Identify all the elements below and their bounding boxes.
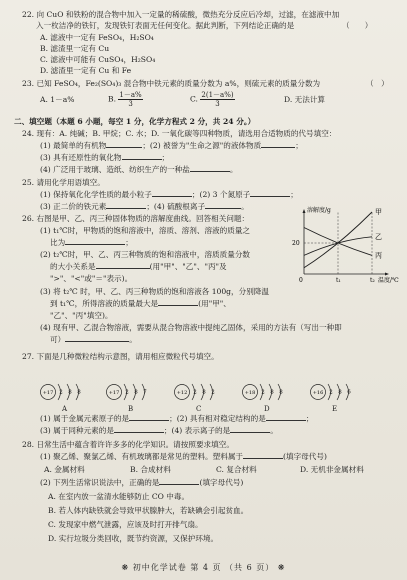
- q25-blank-2[interactable]: [250, 196, 290, 197]
- q26-l4c-text: 。: [129, 335, 137, 344]
- q27-l2c-text: 。: [270, 426, 278, 435]
- chart-x-arrow: [385, 273, 389, 276]
- q28-opt-c: C. 复合材料: [216, 465, 257, 474]
- shell-electron-count: 8: [134, 389, 138, 396]
- q23-option-b-fraction: [118, 91, 142, 108]
- footer-star-left-icon: ❋: [121, 563, 130, 572]
- q27-blank-4[interactable]: [230, 432, 270, 433]
- atomic-structure: [38, 378, 100, 413]
- page-footer: [0, 562, 407, 573]
- q28-opt-b: B. 合成材料: [130, 465, 171, 474]
- q26-l2c-text: (用"甲"、"乙"、"丙"及: [149, 262, 227, 271]
- chart-y-arrow: [303, 209, 306, 213]
- q26-l4b-row: [50, 335, 137, 345]
- q25-blank-3[interactable]: [106, 208, 146, 209]
- q27-stem: 27. 下面是几种微粒结构示意图，请用相应微粒代号填空。: [22, 352, 219, 361]
- chart-series-label: 乙: [375, 232, 382, 241]
- atomic-structure: [172, 378, 234, 413]
- q26-l3b-row: [50, 299, 231, 309]
- shell-electron-count: 8: [270, 389, 274, 396]
- q25-line1: [40, 190, 298, 200]
- nucleus-charge: +18: [244, 390, 256, 396]
- q26-l3: (3) 将 t₂℃ 时，甲、乙、丙三种物质的饱和溶液各 100g，分别降温: [40, 287, 270, 296]
- q28-l2b-text: (填字母代号): [199, 478, 244, 487]
- q23-answer-bracket: （ ）: [366, 79, 389, 88]
- q27-blank-1[interactable]: [129, 420, 169, 421]
- q24-l2b-text: ；: [161, 153, 170, 162]
- q27-l2-text: (3) 属于同种元素的是: [40, 426, 114, 435]
- chart-x-tick-label: 0: [299, 277, 303, 284]
- q23-option-c-fraction: [200, 91, 234, 108]
- q26-l3b-text: 到 t₁℃，所得溶液的质量最大是: [50, 299, 159, 308]
- q27-l2b-text: ；(4) 表示离子的是: [163, 426, 231, 435]
- q27-l1c-text: ；: [305, 414, 314, 423]
- structure-label: C: [196, 405, 202, 413]
- q26-l4b-text: 可）: [50, 335, 66, 344]
- chart-y-tick-label: 20: [292, 240, 300, 247]
- q24-stem: 24. 现有：A. 纯碱；B. 甲烷；C. 水；D. 一氧化碳等四种物质，请选用合适物质的代号填空：: [22, 129, 337, 138]
- shell-electron-count: 2: [329, 389, 333, 396]
- q25-l2c-text: 。: [241, 202, 249, 211]
- q28-line1: [40, 452, 327, 462]
- shell-electron-count: 2: [261, 389, 265, 396]
- q25-blank-1[interactable]: [152, 196, 192, 197]
- q26-blank-2[interactable]: [96, 268, 150, 269]
- q25-l1b-text: ；(2) 3 个氮原子: [191, 190, 251, 199]
- q28-statement-a: A. 在室内放一盆清水能够防止 CO 中毒。: [48, 492, 190, 501]
- chart-series-label: 丙: [375, 251, 382, 260]
- q26-l2d: ">"、"<"或"＝"表示)。: [50, 274, 133, 283]
- q27-line1: [40, 414, 313, 424]
- q23-option-b: [108, 91, 143, 108]
- chart-ticks: [292, 212, 375, 284]
- q23-stem: 23. 已知 FeSO₄，Fe₂(SO₄)₃ 混合物中铁元素的质量分数为 a%，则硫元素的质量分数为: [22, 79, 321, 88]
- q26-l2b-row: [50, 262, 227, 272]
- q26-blank-3[interactable]: [158, 305, 198, 306]
- nucleus-charge: +17: [42, 390, 54, 396]
- q26-l2b-text: 的大小关系是: [50, 262, 96, 271]
- q22-option-c: C. 滤液中可能有 CuSO₄，H₂SO₄: [40, 55, 156, 64]
- q24-blank-2[interactable]: [261, 147, 295, 148]
- q26-l3c-text: (用"甲"、: [198, 299, 231, 308]
- q26-l1b-text: 比为: [50, 238, 66, 247]
- q28-statement-c: C. 发现家中燃气泄露，应该及时打开排气扇。: [48, 520, 203, 529]
- q25-blank-4[interactable]: [205, 208, 241, 209]
- q26-l2: (2) t₂℃时，甲、乙、丙三种物质的饱和溶液中，溶质质量分数: [40, 250, 251, 259]
- chart-series-label: 甲: [375, 208, 382, 216]
- q24-line1: [40, 141, 303, 151]
- q26-stem: 26. 右图是甲、乙、丙三种固体物质的溶解度曲线。回答相关问题：: [22, 214, 250, 223]
- q24-line3: [40, 165, 237, 175]
- shell-electron-count: 8: [338, 389, 342, 396]
- q24-l1c-text: ；: [295, 141, 303, 150]
- chart-series-labels: [375, 208, 382, 259]
- structure-label: E: [332, 405, 338, 413]
- q27-blank-3[interactable]: [114, 432, 164, 433]
- structure-label: D: [264, 405, 270, 413]
- chart-x-tick-label: t₁: [336, 277, 341, 284]
- q23-option-a: A. 1－a%: [40, 95, 75, 104]
- q23-option-c: [190, 91, 235, 108]
- q24-blank-1[interactable]: [106, 147, 142, 148]
- q22-answer-bracket: （ ）: [342, 21, 373, 30]
- shell-electron-count: 2: [211, 389, 215, 396]
- q26-blank-4[interactable]: [65, 341, 129, 342]
- chart-xlabel: 温度/℃: [378, 277, 399, 284]
- shell-electron-count: 7: [143, 389, 147, 396]
- q22-stem2: 入一枚洁净的铁钉，发现铁钉表面无任何变化。据此判断，下列结论正确的是: [36, 21, 295, 30]
- q28-l2-text: (2) 下列生活常识说法中，正确的是: [40, 478, 160, 487]
- section2-title: 二、填空题（本题 6 小题，每空 1 分，化学方程式 2 分，共 24 分。）: [14, 117, 256, 126]
- q27-l1-text: (1) 属于金属元素原子的是: [40, 414, 130, 423]
- q27-line2: [40, 426, 278, 436]
- q22-option-a: A. 滤液中一定有 FeSO₄，H₂SO₄: [40, 33, 154, 42]
- q25-l1c-text: ；: [290, 190, 298, 199]
- q24-l3-text: (4) 广泛用于玻璃、造纸、纺织生产的一种盐: [40, 165, 190, 174]
- q22-option-b: B. 滤渣里一定有 Cu: [40, 44, 110, 53]
- q25-l2b-text: ；(4) 硫酸根离子: [146, 202, 206, 211]
- q26-l1b-row: [50, 238, 133, 248]
- shell-electron-count: 8: [202, 389, 206, 396]
- q28-opt-a: A. 金属材料: [44, 465, 85, 474]
- q24-l1b-text: ；(2) 被誉为"生命之源"的液体物质: [142, 141, 262, 150]
- q23-option-b-numerator: 1－a%: [119, 91, 142, 99]
- q23-option-c-numerator: 2(1－a%): [201, 91, 234, 99]
- q23-option-c-label: C.: [190, 94, 198, 104]
- q23-option-b-label: B.: [108, 94, 116, 104]
- q23-option-c-denominator: 3: [215, 100, 220, 108]
- q25-l2-text: (3) 正二价的铁元素: [40, 202, 107, 211]
- shell-electron-count: 8: [279, 389, 283, 396]
- q27-l1b-text: ；(2) 具有相对稳定结构的是: [169, 414, 266, 423]
- q25-l1-text: (1) 保持氧化化学性质的最小粒子: [40, 190, 152, 199]
- q24-blank-4[interactable]: [190, 171, 230, 172]
- atomic-structure: [104, 378, 166, 413]
- q26-l1: (1) t₁℃时，甲物质的饱和溶液中，溶质、溶剂、溶液的质量之: [40, 226, 251, 235]
- shell-electron-count: 2: [125, 389, 129, 396]
- q25-line2: [40, 202, 249, 212]
- q24-l2-text: (3) 具有还原性的氧化物: [40, 153, 122, 162]
- solubility-chart: [290, 204, 402, 284]
- q28-stem: 28. 日常生活中蕴含着许许多多的化学知识。请按照要求填空。: [22, 440, 234, 449]
- nucleus-charge: +16: [312, 390, 324, 396]
- q24-line2: [40, 153, 169, 163]
- q28-blank-1[interactable]: [243, 458, 283, 459]
- q28-l1b-text: (填字母代号): [283, 452, 327, 461]
- q22-option-d: D. 滤渣里一定有 Cu 和 Fe: [40, 66, 132, 75]
- shell-electron-count: 6: [347, 389, 351, 396]
- q24-blank-3[interactable]: [122, 159, 162, 160]
- shell-electron-count: 8: [68, 389, 72, 396]
- q22-stem: 22. 向 CuO 和铁粉的混合物中加入一定量的稀硫酸，微热充分反应后冷却，过滤，在滤液中加: [22, 10, 340, 19]
- nucleus-charge: +12: [176, 390, 188, 396]
- chart-ylabel: 溶解度/g: [307, 207, 331, 214]
- q28-opt-d: D. 无机非金属材料: [300, 465, 364, 474]
- footer-star-right-icon: ❋: [277, 563, 286, 572]
- q23-option-b-denominator: 3: [128, 100, 133, 108]
- chart-x-tick-label: t₂: [370, 277, 375, 284]
- q27-blank-2[interactable]: [266, 420, 306, 421]
- shell-electron-count: 2: [59, 389, 63, 396]
- q24-l1-text: (1) 最简单的有机物: [40, 141, 107, 150]
- structure-label: B: [128, 405, 134, 413]
- shell-electron-count: 8: [77, 389, 81, 396]
- q26-l1c-text: ；: [125, 238, 133, 247]
- nucleus-charge: +17: [108, 390, 120, 396]
- q26-blank-1[interactable]: [65, 244, 125, 245]
- q23-option-d: D. 无法计算: [284, 95, 326, 104]
- q28-statement-b: B. 若人体内缺铁就会导致甲状腺肿大，若缺碘会引起贫血。: [48, 506, 249, 515]
- atomic-structure: [240, 378, 302, 413]
- q26-l3d: "乙"、"丙"填空)。: [50, 311, 113, 320]
- structure-label: A: [62, 405, 68, 413]
- q28-statement-d: D. 实行垃圾分类回收，既节约资源，又保护环境。: [48, 534, 219, 543]
- footer-text: 初中化学试卷 第 4 页 （共 6 页）: [132, 563, 275, 572]
- q25-stem: 25. 请用化学用语填空。: [22, 178, 105, 187]
- q28-l1-text: (1) 聚乙烯、聚氯乙烯、有机玻璃都是常见的塑料。塑料属于: [40, 452, 244, 461]
- q28-blank-2[interactable]: [159, 484, 199, 485]
- q26-l4: (4) 现有甲、乙混合物溶液，需要从混合物溶液中提纯乙固体，采用的方法有（写出一种即: [40, 323, 342, 332]
- q28-line2: [40, 478, 243, 488]
- q24-l3b-text: 。: [229, 165, 238, 174]
- atomic-structure: [308, 378, 370, 413]
- shell-electron-count: 2: [193, 389, 197, 396]
